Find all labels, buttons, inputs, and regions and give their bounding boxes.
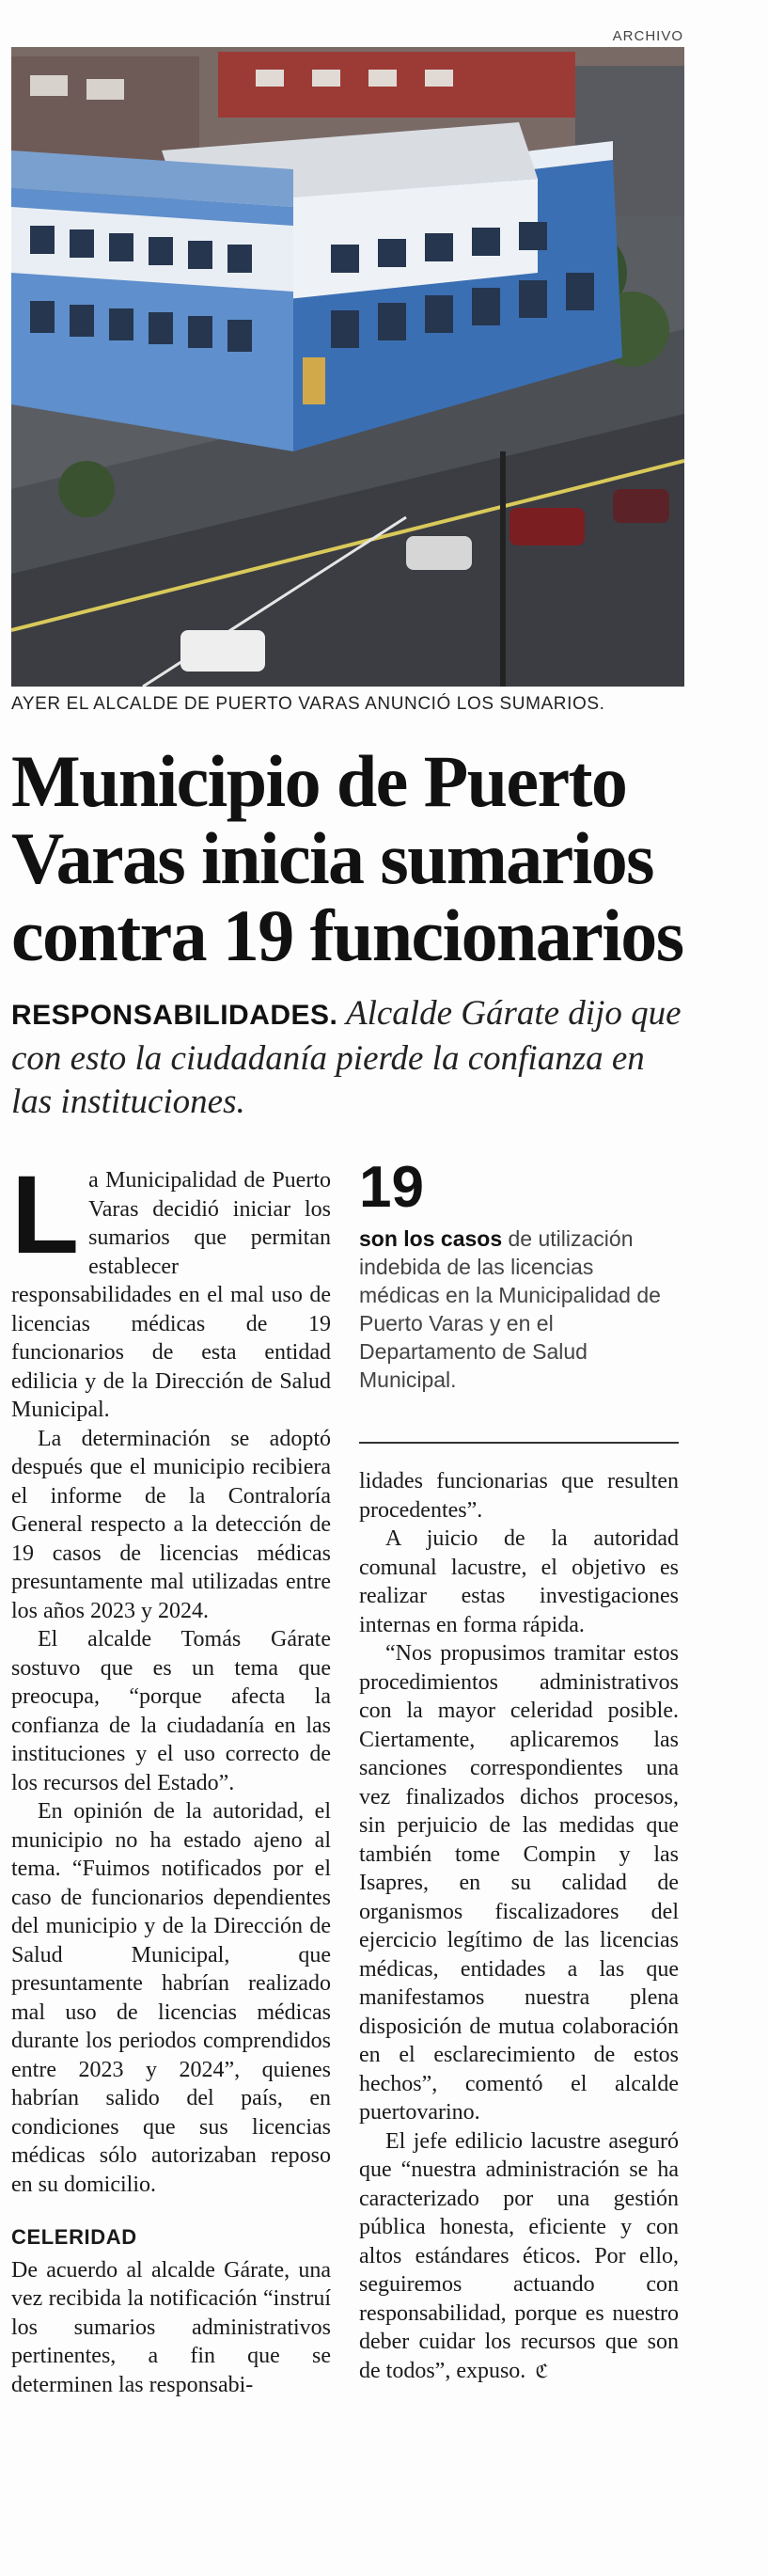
end-mark-icon: ℭ — [535, 2359, 549, 2382]
body-paragraph: A juicio de la autoridad comunal lacustre, el objetivo es realizar estas investigaciones internas en forma rápida. — [359, 1526, 679, 1637]
drop-cap: L — [11, 1153, 80, 1277]
body-paragraph: La Municipalidad de Puerto Varas decidió iniciar los sumarios que permitan establecer responsabilidades en el mal uso de licencias médicas de 19 funcionarios de esta entidad edilicia y de la Dirección de Salud Municipal. — [11, 1153, 331, 1422]
factbox-body: de utilización indebida de las licencias médicas en la Municipalidad de Puerto Varas y en el Departamento de Salud Municipal. — [359, 1226, 661, 1392]
municipal-building-photo — [11, 47, 684, 687]
body-column-right — [359, 1467, 679, 2385]
body-paragraph: La determinación se adoptó después que el municipio recibiera el informe de la Contraloría General respecto a la detección de 19 casos de licencias médicas presuntamente mal utilizadas entre los años 2023 y 2024. — [11, 1426, 331, 1623]
photo-caption: AYER EL ALCALDE DE PUERTO VARAS ANUNCIÓ LOS SUMARIOS. — [11, 694, 605, 714]
headline: Municipio de Puerto Varas inicia sumarios contra 19 funcionarios — [11, 740, 683, 976]
subhead-celeridad: CELERIDAD — [11, 2225, 137, 2249]
factbox — [359, 1155, 679, 1444]
deck-text: Alcalde Gárate dijo que con esto la ciudadanía pierde la confianza en las instituciones. — [11, 994, 682, 1121]
body-paragraph: “Nos propusimos tramitar estos procedimientos administrativos con la mayor celeridad posible. Ciertamente, aplicaremos las sanciones correspondientes una vez finalizados dichos procesos, sin perjuicio de las medidas que también tome Compin y las Isapres, en su calidad de organismos fiscalizadores del ejercicio legítimo de las licencias médicas, entidades a las que manifestamos nuestra plena disposición de mutua colaboración en el esclarecimiento de estos hechos”, comentó el alcalde puertovarino. — [359, 1641, 679, 2125]
deck — [11, 992, 684, 1124]
factbox-text — [359, 1225, 679, 1394]
body-paragraph: lidades funcionarias que resulten procedentes”. — [359, 1469, 679, 1523]
body-paragraph: En opinión de la autoridad, el municipio no ha estado ajeno al tema. “Fuimos notificados por el caso de funcionarios dependientes del municipio y de la Dirección de Salud Municipal, que presuntamente habrían realizado mal uso de licencias médicas durante los periodos comprendidos entre 2023 y 2024”, quienes habrían salido del país, en condiciones que sus licencias médicas sólo autorizaban reposo en su domicilio. — [11, 1799, 331, 2197]
body-paragraph: De acuerdo al alcalde Gárate, una vez recibida la notificación “instruí los sumarios administrativos pertinentes, a fin que se determinen las responsabi- — [11, 2257, 331, 2397]
body-paragraph: El alcalde Tomás Gárate sostuvo que es un tema que preocupa, “porque afecta la confianza de la ciudadanía en las instituciones y el uso correcto de los recursos del Estado”. — [11, 1627, 331, 1795]
body-paragraph: El jefe edilicio lacustre aseguró que “nuestra administración se ha caracterizado por una gestión pública honesta, eficiente y con altos estándares éticos. Por ello, seguiremos actuando con responsabilidad, porque es nuestro deber cuidar los recursos que son de todos”, expuso. ℭ — [359, 2128, 679, 2383]
photo-credit: ARCHIVO — [612, 28, 683, 44]
article-photo — [11, 47, 684, 687]
deck-kicker: RESPONSABILIDADES. — [11, 1000, 338, 1031]
factbox-number: 19 — [359, 1155, 424, 1220]
body-column-left — [11, 1153, 331, 2399]
factbox-lead: son los casos — [359, 1226, 503, 1251]
